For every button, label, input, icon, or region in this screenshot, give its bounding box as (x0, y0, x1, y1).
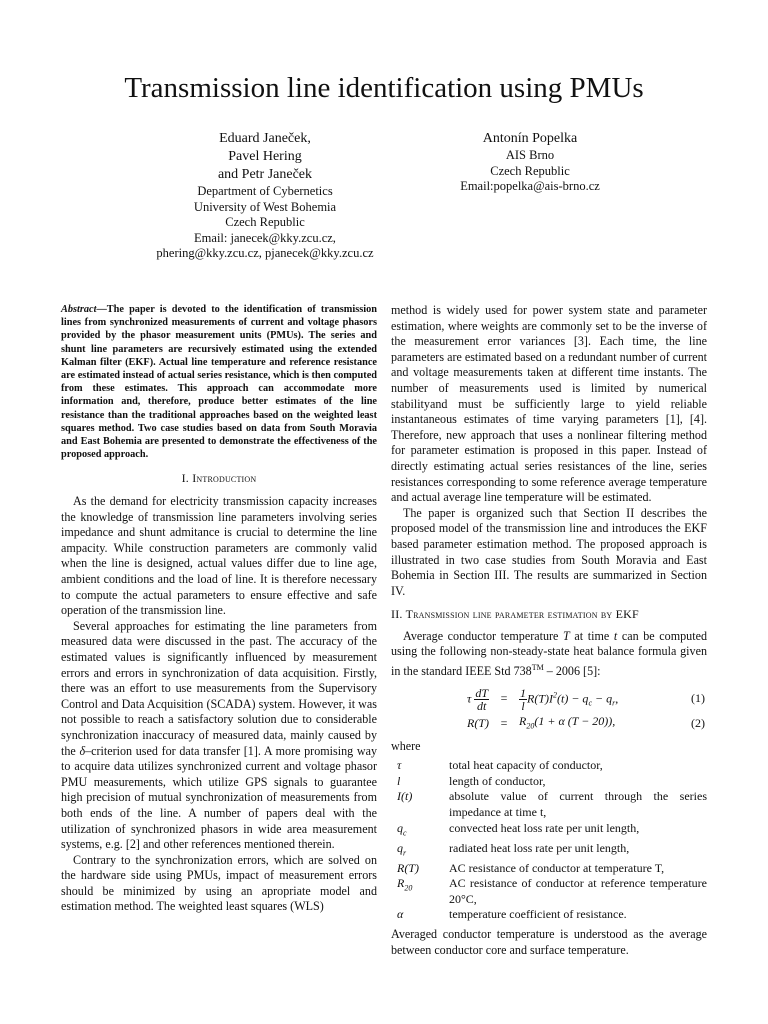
symbol-row (391, 841, 707, 861)
symbol-list (391, 758, 707, 923)
equation-rhs (517, 686, 673, 713)
paragraph: Averaged conductor temperature is understood as the average between conductor core and surface temperature. (391, 926, 707, 957)
symbol-text: q (397, 820, 403, 835)
equation-operator: = (500, 715, 508, 730)
math-text: R(T)I (527, 690, 553, 705)
subscript: r (403, 848, 407, 858)
abstract (61, 303, 377, 461)
subscript: r (612, 698, 616, 708)
symbol-description: temperature coefficient of resistance. (449, 907, 627, 922)
symbol (391, 789, 449, 820)
author-country: Czech Republic (225, 215, 305, 229)
paragraph: Contrary to the synchronization errors, which are solved on the hardware side using PMUs, impact of measurement errors should be minimized by using an apropriate model and estimation method. The weighted least squares (WLS) (61, 852, 377, 914)
left-column (61, 303, 377, 915)
fraction-denominator: dt (476, 698, 487, 713)
author-name: and Petr Janeček (217, 167, 313, 182)
subscript: c (588, 698, 592, 708)
math-text: (1 + α (T − 20)), (534, 713, 616, 728)
paragraph-text: Several approaches for estimating the line parameters from measured data were discussed in the past. The accuracy of the estimated values is significantly influenced by measurement errors and errors in synchronization of data acquisition. Firstly, there was an effort to use measurements from the Supervisory Control and Data Acquisition (SCADA) system. However, it was not possible to reach a satisfactory solution due to considerable synchronization inaccuracy of measured data, mainly caused by the (61, 618, 377, 758)
paragraph-text: Average conductor temperature (403, 628, 564, 643)
where-label: where (391, 738, 421, 753)
symbol-description: AC resistance of conductor at reference temperature 20°C, (449, 876, 707, 906)
symbol-description: AC resistance of conductor at temperature T, (449, 860, 665, 875)
paragraph-text: can be computed using the following non-steady-state heat balance formula given in the standard IEEE Std 738 (391, 628, 707, 679)
math-symbol: δ (79, 743, 86, 758)
math-symbol: T (563, 628, 570, 643)
superscript: TM (531, 663, 544, 673)
equation-2 (391, 713, 707, 735)
equation-number: (1) (691, 691, 705, 706)
equation-lhs (391, 686, 491, 713)
symbol-description: total heat capacity of conductor, (449, 758, 603, 773)
symbol (391, 841, 449, 861)
authors-left (150, 130, 380, 262)
paragraph (391, 629, 707, 680)
fraction-denominator: l (521, 698, 525, 713)
symbol (391, 758, 449, 774)
paper-title: Transmission line identification using PMUs (124, 72, 644, 104)
symbol-description: length of conductor, (449, 773, 546, 788)
paragraph (61, 619, 377, 853)
symbol-row (391, 789, 707, 820)
paragraph-text: – 2006 [5]: (543, 664, 601, 679)
author-name: Eduard Janeček, (219, 131, 311, 146)
symbol-text: τ (397, 758, 402, 773)
abstract-label: Abstract (61, 304, 97, 315)
paragraph-text: at time (569, 628, 614, 643)
symbol (391, 861, 449, 877)
author-email: phering@kky.zcu.cz, pjanecek@kky.zcu.cz (156, 246, 374, 260)
symbol-row (391, 876, 707, 907)
author-name: Antonín Popelka (482, 131, 578, 146)
author-email: Email: janecek@kky.zcu.cz, (194, 230, 336, 245)
fraction-numerator: 1 (520, 685, 526, 700)
equation-1 (391, 686, 707, 713)
section-heading: I. Introduction (181, 471, 257, 486)
author-name: Pavel Hering (228, 149, 302, 164)
equation-rhs (517, 713, 673, 735)
fraction (519, 687, 527, 712)
abstract-text: —The paper is devoted to the identification of transmission lines from synchronized measurements of current and voltage phasors provided by the phasor measurement units (PMUs). The series and shunt line parameters are recursively estimated using the extended Kalman filter (EKF). Actual line temperature and reference resistance are estimated instead of actual series resistance, which is then computed from these estimates. This approach can accommodate more information and, therefore, produce better estimates of the line resistance than the traditional approaches based on the weighted least squares method. Two case studies based on data from South Moravia and East Bohemia are presented to demonstrate the effectiveness of the proposed approach. (61, 304, 377, 461)
right-column (391, 303, 707, 958)
equation-lhs: R(T) (467, 715, 489, 730)
math-text: R (519, 713, 527, 728)
symbol-row (391, 774, 707, 790)
symbol-description: radiated heat loss rate per unit length, (449, 840, 630, 855)
subscript: 20 (404, 883, 413, 893)
equation-number: (2) (691, 715, 705, 730)
symbol-text: I(t) (397, 789, 413, 804)
symbol-row (391, 861, 707, 877)
authors-right (430, 130, 630, 195)
symbol-description: convected heat loss rate per unit length, (449, 820, 640, 835)
symbol-text: R (397, 876, 405, 891)
subscript: 20 (526, 721, 535, 731)
math-symbol: t (613, 628, 618, 643)
author-org: AIS Brno (505, 148, 555, 162)
symbol-text: R(T) (397, 860, 419, 875)
section-heading: II. Transmission line parameter estimation by EKF (391, 607, 639, 622)
math-text: , (615, 690, 619, 705)
author-email: Email:popelka@ais-brno.cz (460, 179, 600, 193)
paragraph: method is widely used for power system state and parameter estimation, where weights are commonly set to be the inverse of the measurement error variances [3]. Each time, the line parameters are estimated based on a redundant number of current and voltage measurements taken at different time instants. The number of measurements used is limited by numerical stabilityand must be sufficiently large to yield reliable instantaneous estimates of time varying parameters [1], [4]. Therefore, new approach that uses a nonlinear filtering method for parameter estimation is proposed in this paper. Instead of directly estimating actual series resistances of the line, series resistances corresponding to some reference average temperature and actual average line temperature will be estimated. (391, 303, 707, 505)
symbol (391, 907, 449, 923)
paragraph-text: –criterion used for data transfer [1]. A more promising way to acquire data utilizes synchronized current and voltage phasor PMU measurements, which utilize GPS signals to guarantee high precision of mutual synchronization of measurements from both ends of the line. A number of papers deal with the utilization of synchronized phasors in wide area measurement systems, e.g. [2] and other references mentioned therein. (61, 743, 377, 852)
symbol-row (391, 821, 707, 841)
author-country: Czech Republic (490, 163, 570, 178)
symbol (391, 774, 449, 790)
paragraph: As the demand for electricity transmission capacity increases the knowledge of transmission line parameters involving series impedance and shunt admitance is crucial to determine the line ampacity. While construction parameters are commonly valid when the line is designed, actual values differ due to line age, ambient conditions and the load of line. It is therefore necessary to compute the actual parameters to ensure effective and safe operation of the transmission line. (61, 494, 377, 618)
symbol-row (391, 907, 707, 923)
symbol-list-body (391, 758, 707, 923)
symbol (391, 876, 449, 907)
superscript: 2 (553, 689, 557, 699)
subscript: c (403, 828, 407, 838)
math-text: − q (592, 690, 613, 705)
paragraph: The paper is organized such that Section II describes the proposed model of the transmission line and introduces the EKF based parameter estimation method. The proposed approach is illustrated in two case studies from South Moravia and East Bohemia in Section III. The results are summarized in Section IV. (391, 505, 707, 598)
symbol-text: q (397, 840, 403, 855)
author-dept: Department of Cybernetics (197, 184, 333, 198)
fraction (474, 687, 489, 712)
math-symbol: τ (467, 690, 472, 705)
fraction-numerator: dT (475, 685, 488, 700)
symbol (391, 821, 449, 841)
math-text: (t) − q (557, 690, 589, 705)
symbol-description: absolute value of current through the series impedance at time t, (449, 789, 707, 820)
symbol-text: l (397, 773, 401, 788)
symbol-row (391, 758, 707, 774)
equation-block (391, 686, 707, 735)
equation-operator: = (500, 691, 508, 706)
author-univ: University of West Bohemia (193, 199, 337, 214)
symbol-text: α (397, 907, 404, 922)
